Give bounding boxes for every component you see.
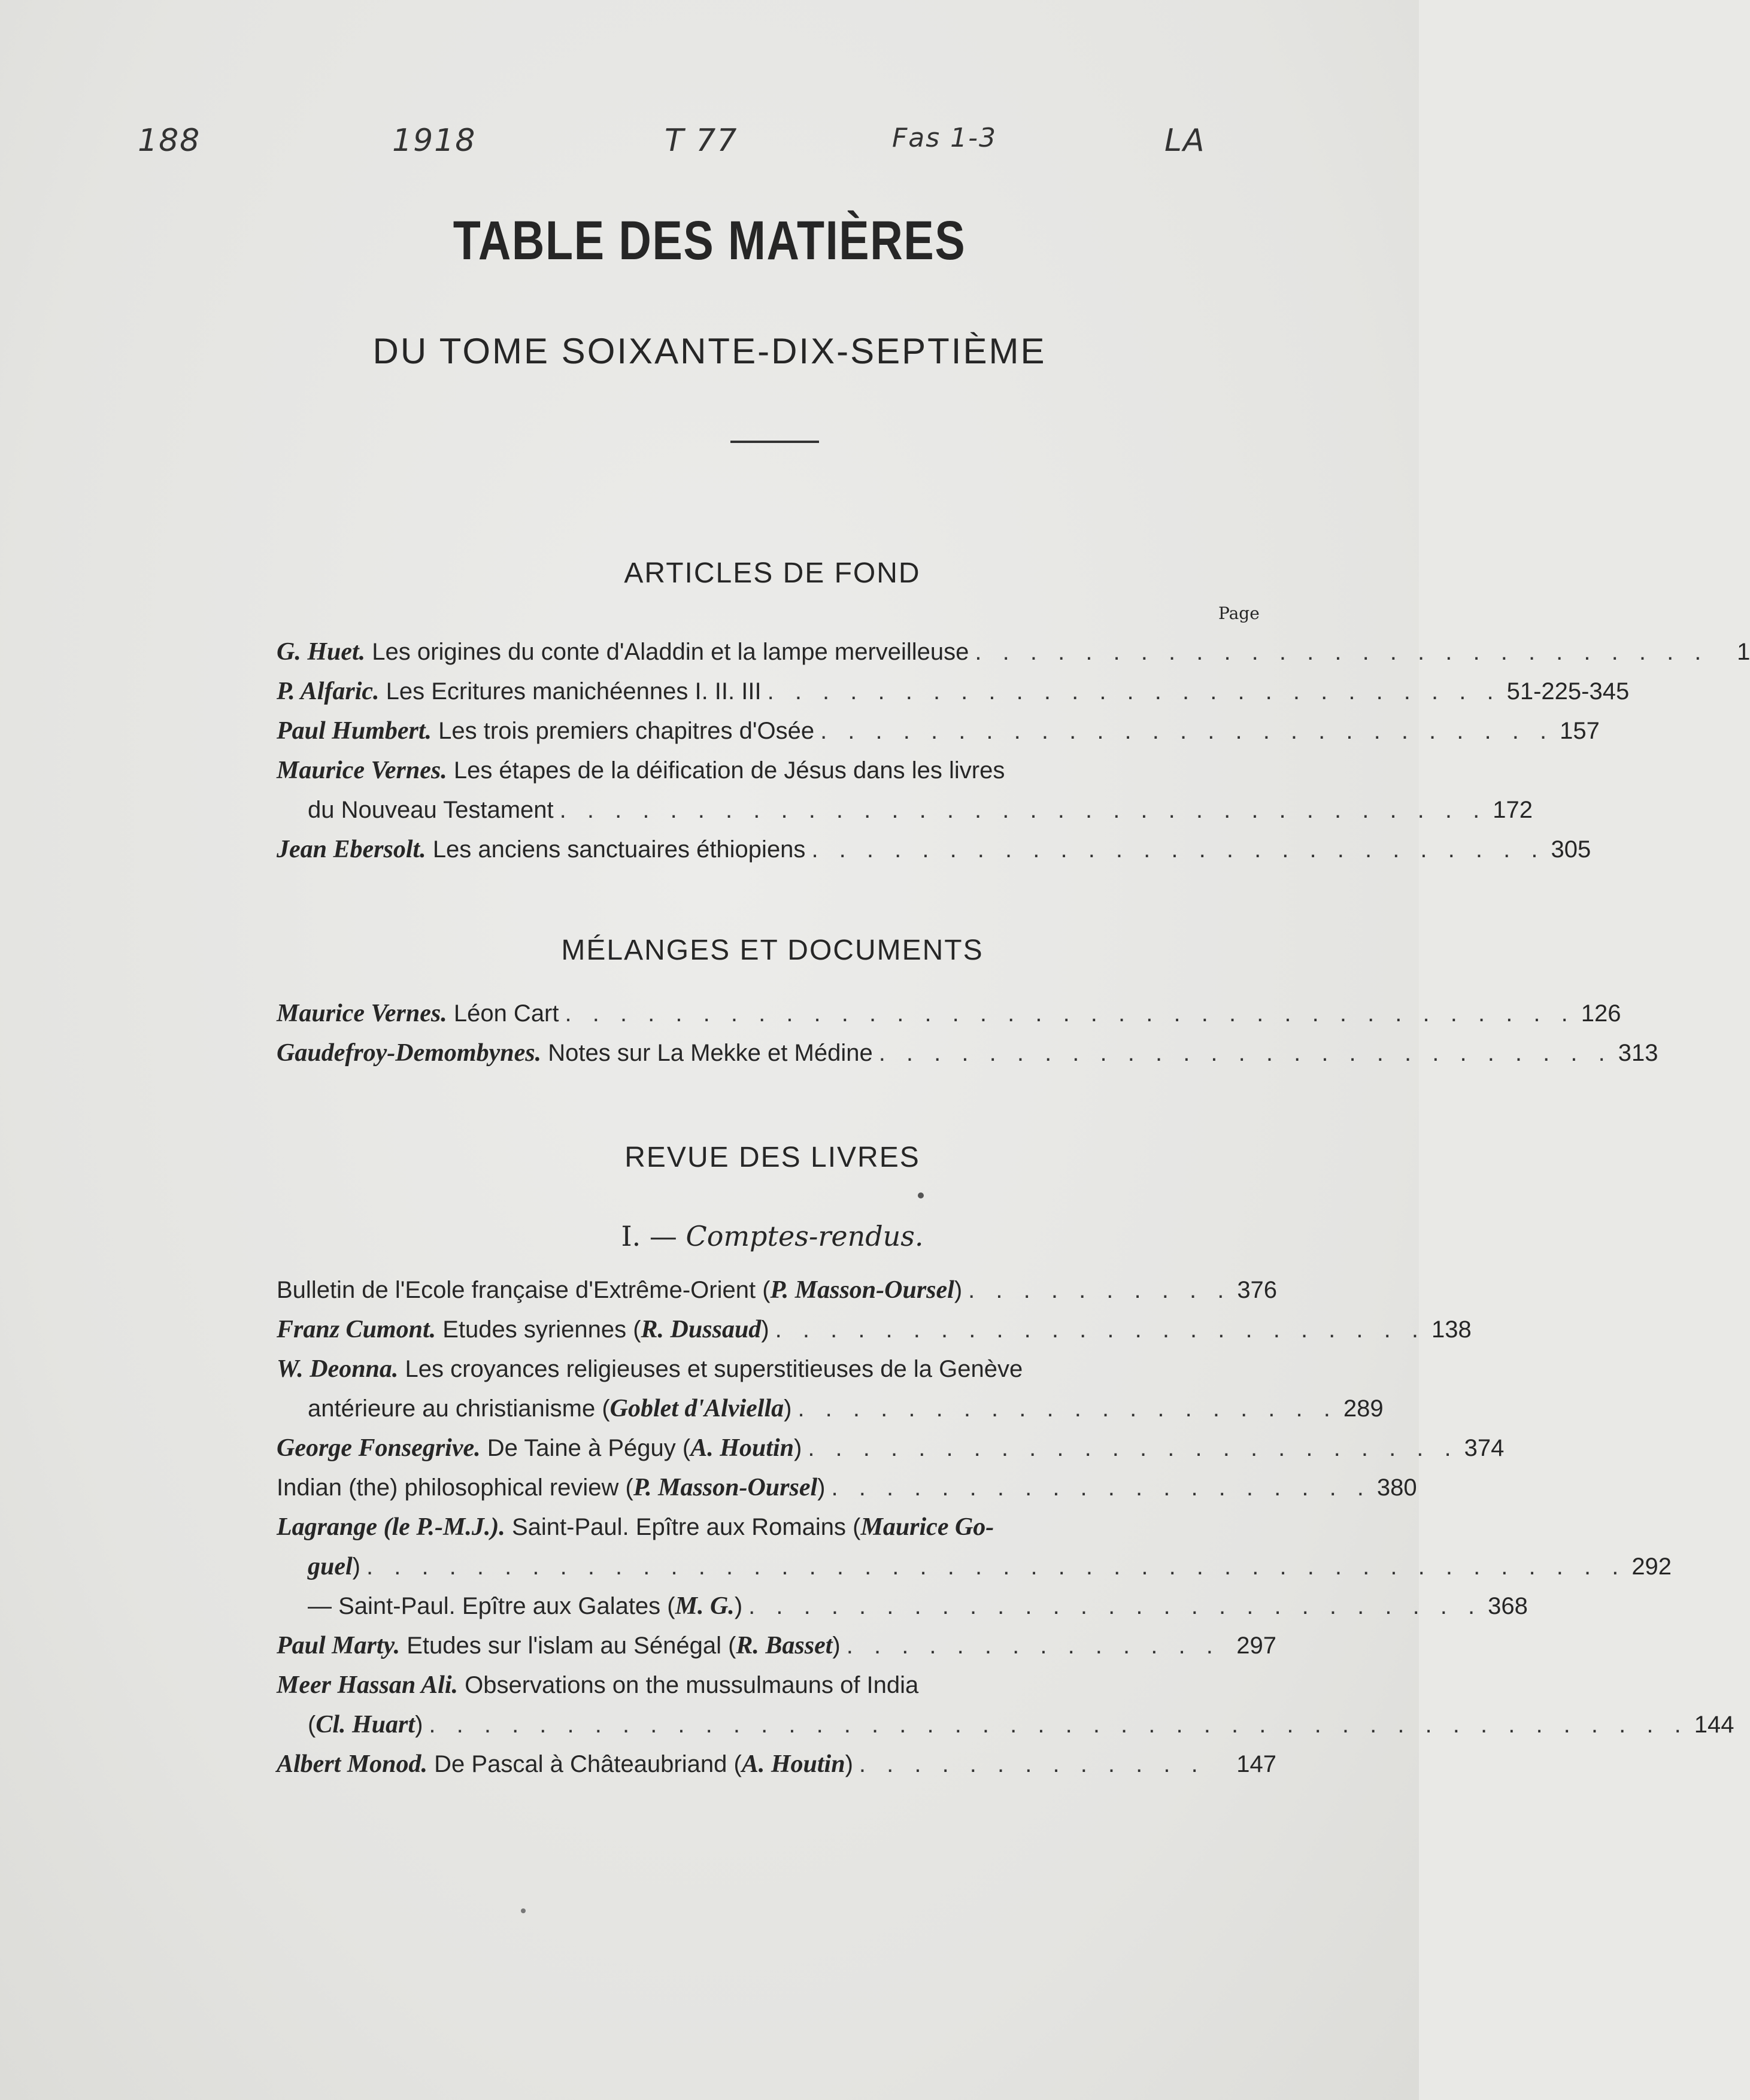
entry-author: Gaudefroy-Demombynes.	[277, 1039, 542, 1067]
toc-entry	[277, 751, 1533, 830]
entry-reviewer: R. Basset	[736, 1632, 833, 1659]
entry-close: )	[817, 1474, 826, 1501]
section-heading-melanges: MÉLANGES ET DOCUMENTS	[561, 934, 984, 966]
entry-page: 292	[1631, 1553, 1672, 1580]
entry-title-continued: (	[308, 1711, 316, 1738]
toc-entry	[277, 1665, 1734, 1744]
entry-title: Observations on the mussulmauns of India	[465, 1672, 919, 1698]
entry-title: De Pascal à Châteaubriand (	[434, 1751, 742, 1777]
entry-page: 374	[1464, 1435, 1505, 1461]
entry-author: Meer Hassan Ali.	[277, 1671, 458, 1699]
entry-page: 138	[1431, 1316, 1472, 1343]
entry-close: )	[761, 1316, 769, 1343]
entry-author: P. Alfaric.	[277, 678, 380, 705]
entry-page: 380	[1376, 1474, 1417, 1501]
entry-author: Jean Ebersolt.	[277, 836, 426, 863]
toc-entry	[277, 1744, 1276, 1784]
entry-title: Bulletin de l'Ecole française d'Extrême-Orient (	[277, 1277, 771, 1303]
entry-reviewer: P. Masson-Oursel	[633, 1474, 818, 1501]
entry-author: Maurice Vernes.	[277, 757, 447, 784]
entry-close: )	[793, 1435, 802, 1461]
entry-close: )	[352, 1553, 360, 1580]
toc-entry	[277, 632, 1750, 672]
entry-page: 172	[1493, 797, 1533, 823]
entry-page: 313	[1618, 1040, 1658, 1066]
toc-entry	[277, 1033, 1658, 1073]
handwritten-note-4: Fas 1-3	[892, 123, 997, 153]
speck	[521, 1908, 526, 1913]
title-divider	[730, 441, 819, 443]
toc-entry	[277, 1310, 1472, 1349]
toc-entry	[277, 1468, 1417, 1507]
handwritten-note-5: LA	[1164, 123, 1206, 159]
entry-author: Albert Monod.	[277, 1750, 428, 1778]
entry-title: — Saint-Paul. Epître aux Galates (	[308, 1593, 675, 1619]
dot-leader: . . . . . . . . . . . . . . . . . . . . . . . . . . . . . . . . . .	[559, 797, 1487, 823]
entry-page: 147	[1236, 1751, 1276, 1777]
entry-reviewer: A. Houtin	[741, 1750, 845, 1778]
toc-entry	[277, 1428, 1505, 1468]
entry-author: G. Huet.	[277, 638, 366, 666]
entry-author: W. Deonna.	[277, 1355, 399, 1383]
entry-close: )	[832, 1632, 841, 1659]
subsection-heading	[0, 1220, 1545, 1252]
dot-leader: . . . . . . . . . . . . . . . . . . . . . . . . . . .	[767, 678, 1501, 705]
ornament-dot	[918, 1192, 924, 1198]
entry-author: Paul Humbert.	[277, 717, 432, 745]
entry-author: Paul Marty.	[277, 1632, 401, 1659]
toc-entry	[277, 1507, 1672, 1586]
entry-reviewer: A. Houtin	[690, 1434, 794, 1462]
page-column-label: Page	[1218, 603, 1260, 623]
dot-leader: . . . . . . . . . . . . . . . . . . . . . . . . . . .	[975, 639, 1709, 665]
entry-title: Les étapes de la déification de Jésus dans les livres	[453, 757, 1005, 784]
dot-leader: . . . . . . . . . . . . . . . . . . . . . . . . . . . . . . . . . . . . . . . . . . . . . .	[429, 1711, 1688, 1738]
entry-author: Franz Cumont.	[277, 1316, 436, 1343]
entry-title: Etudes syriennes (	[442, 1316, 641, 1343]
toc-entry	[277, 1586, 1528, 1626]
section-heading-revue: REVUE DES LIVRES	[624, 1142, 920, 1173]
dot-leader: . . . . . . . . . . . . . . . . . . . . . . . .	[775, 1316, 1426, 1343]
entry-author: Lagrange (le P.-M.J.).	[277, 1513, 505, 1541]
dot-leader: . . . . . . . . . . . . . .	[846, 1632, 1220, 1659]
entry-page: 368	[1488, 1593, 1528, 1619]
dot-leader: . . . . . . . . . . . . . . . . . . . . . . . . . . .	[748, 1593, 1482, 1619]
entry-author: George Fonsegrive.	[277, 1434, 481, 1462]
dot-leader: . . . . . . . . . . . . . . . . . . . . . . . . . . .	[878, 1040, 1612, 1066]
toc-entry	[277, 672, 1630, 711]
entry-close: )	[845, 1751, 853, 1777]
entry-reviewer: R. Dussaud	[641, 1316, 762, 1343]
section-heading-articles: ARTICLES DE FOND	[624, 557, 921, 589]
dot-leader: . . . . . . . . . . . . .	[859, 1751, 1205, 1777]
entry-title: Les trois premiers chapitres d'Osée	[438, 718, 815, 744]
entry-reviewer: P. Masson-Oursel	[770, 1276, 954, 1304]
page-subtitle: DU TOME SOIXANTE-DIX-SEPTIÈME	[372, 331, 1047, 371]
entry-title: Les anciens sanctuaires éthiopiens	[432, 836, 806, 863]
toc-entry	[277, 1626, 1276, 1665]
entry-page: 1	[1737, 639, 1750, 665]
entry-page: 51-225-345	[1506, 678, 1630, 705]
dot-leader: . . . . . . . . . . . . . . . . . . . . . . . . . . .	[820, 718, 1554, 744]
entry-page: 289	[1343, 1395, 1384, 1422]
entry-title: Les croyances religieuses et superstitieuses de la Genève	[405, 1356, 1023, 1382]
entry-reviewer: Cl. Huart	[316, 1711, 415, 1738]
entry-close: )	[415, 1711, 423, 1738]
entry-title-continued: du Nouveau Testament	[308, 797, 554, 823]
entry-close: )	[734, 1593, 743, 1619]
entry-page: 144	[1694, 1711, 1734, 1738]
dot-leader: . . . . . . . . . . . . . . . . . . . . . . . . . . .	[811, 836, 1545, 863]
entry-reviewer-continued: guel	[308, 1553, 353, 1580]
entry-reviewer: Goblet d'Alviella	[609, 1395, 784, 1422]
entry-title: Notes sur La Mekke et Médine	[548, 1040, 873, 1066]
subsection-number: I. —	[621, 1220, 677, 1252]
dot-leader: . . . . . . . . . . . . . . . . . . . . . . . . . . . . . . . . . . . . . . . . . . . . . .	[366, 1553, 1626, 1580]
dot-leader: . . . . . . . . . . . . . . . . . . . . . . . .	[808, 1435, 1458, 1461]
entry-page: 126	[1581, 1000, 1621, 1027]
toc-entry	[277, 1349, 1384, 1428]
entry-author: Maurice Vernes.	[277, 1000, 447, 1027]
dot-leader: . . . . . . . . . .	[968, 1277, 1232, 1303]
handwritten-note-1: 188	[138, 123, 201, 159]
entry-title: Etudes sur l'islam au Sénégal (	[407, 1632, 736, 1659]
page-title: TABLE DES MATIÈRES	[453, 210, 966, 271]
dot-leader: . . . . . . . . . . . . . . . . . . . .	[831, 1474, 1371, 1501]
entry-close: )	[954, 1277, 963, 1303]
entry-page: 297	[1236, 1632, 1276, 1659]
entry-page: 157	[1560, 718, 1600, 744]
entry-title: Saint-Paul. Epître aux Romains (	[511, 1514, 861, 1540]
toc-entry	[277, 830, 1591, 869]
entry-reviewer: Maurice Go-	[860, 1513, 994, 1541]
entry-title: Les origines du conte d'Aladdin et la lampe merveilleuse	[372, 639, 969, 665]
entry-title: De Taine à Péguy (	[487, 1435, 691, 1461]
handwritten-note-2: 1918	[392, 123, 477, 159]
dot-leader: . . . . . . . . . . . . . . . . . . . .	[797, 1395, 1337, 1422]
toc-entry	[277, 994, 1621, 1033]
entry-title: Les Ecritures manichéennes I. II. III	[386, 678, 762, 705]
toc-entry	[277, 1270, 1276, 1310]
entry-page: 376	[1237, 1277, 1278, 1303]
entry-title: Léon Cart	[453, 1000, 559, 1027]
entry-title-continued: antérieure au christianisme (	[308, 1395, 610, 1422]
entry-title: Indian (the) philosophical review (	[277, 1474, 633, 1501]
toc-entry	[277, 711, 1600, 751]
entry-page: 305	[1551, 836, 1591, 863]
entry-close: )	[784, 1395, 792, 1422]
dot-leader: . . . . . . . . . . . . . . . . . . . . . . . . . . . . . . . . . . . . .	[565, 1000, 1575, 1027]
entry-reviewer: M. G.	[675, 1592, 735, 1620]
handwritten-note-3: T 77	[665, 123, 738, 159]
subsection-title: Comptes-rendus.	[686, 1220, 924, 1252]
